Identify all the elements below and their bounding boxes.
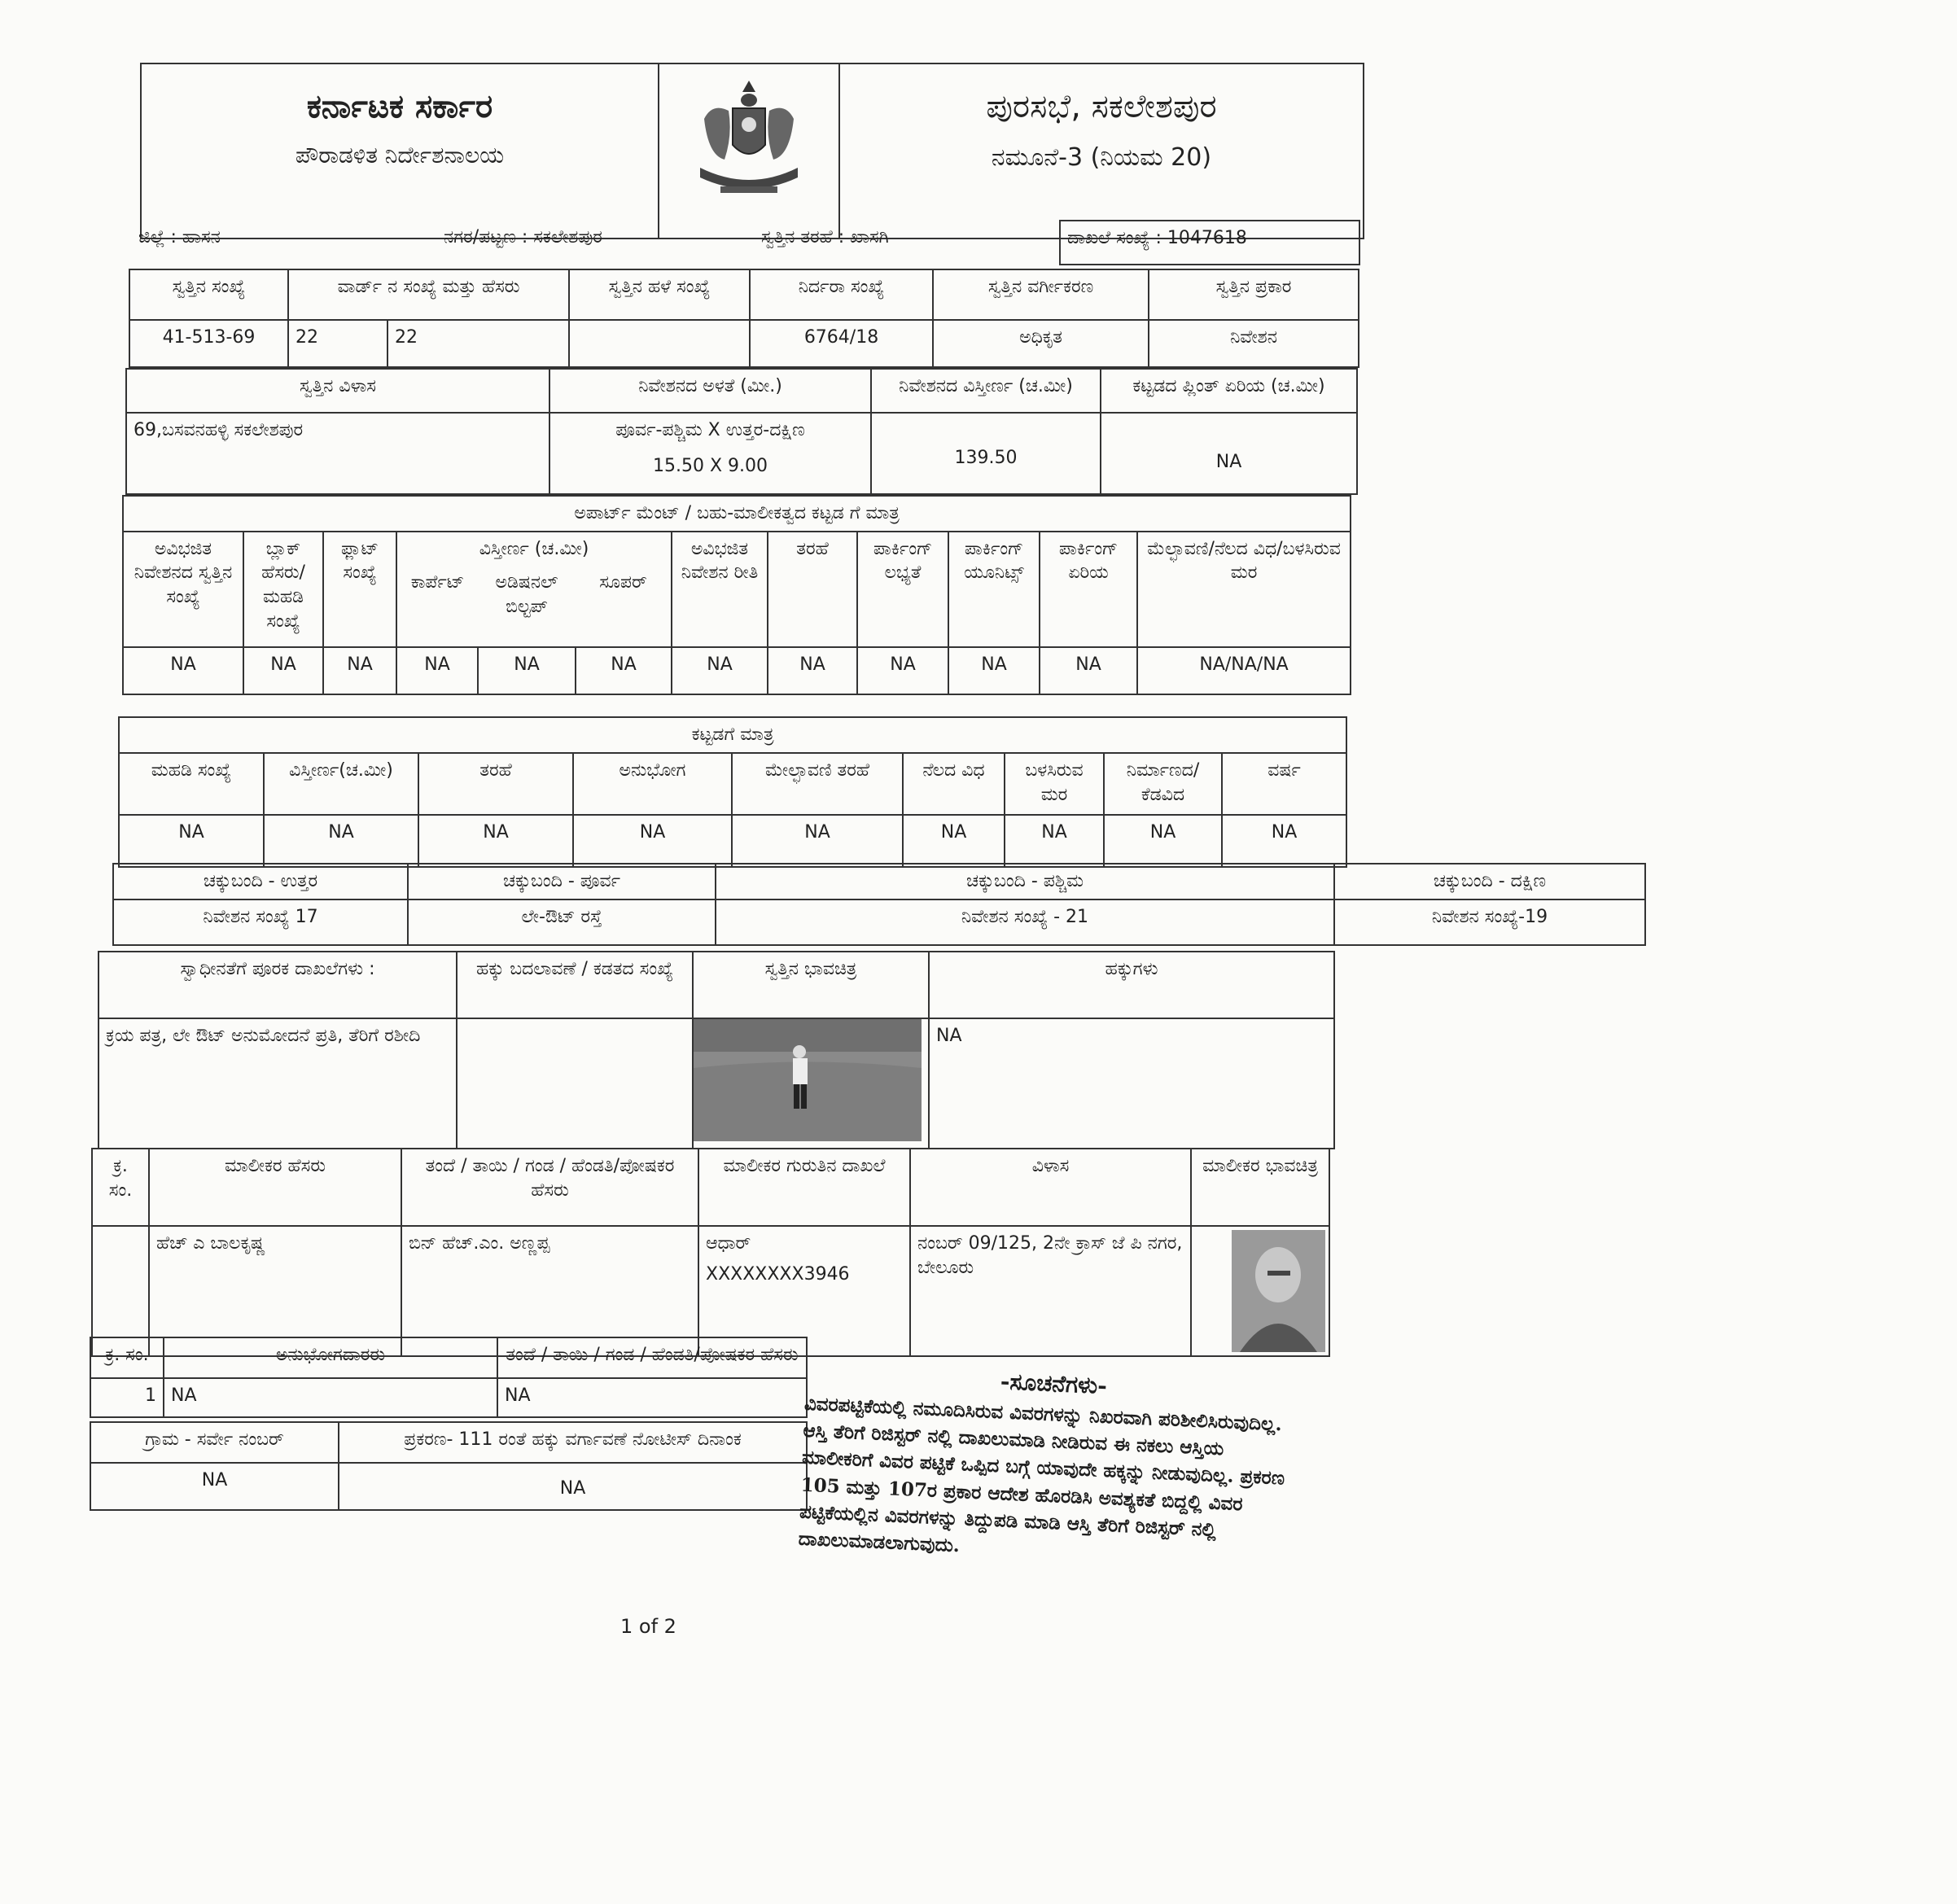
- old-property-number: [569, 320, 750, 367]
- building-value: NA: [903, 815, 1005, 867]
- page-number: 1 of 2: [620, 1615, 676, 1638]
- boundary-header-south: ಚಕ್ಕುಬಂದಿ - ದಕ್ಷಿಣ: [1334, 864, 1645, 899]
- boundary-header-east: ಚಕ್ಕುಬಂದಿ - ಪೂರ್ವ: [408, 864, 716, 899]
- property-header: ನಿರ್ದರಾ ಸಂಖ್ಯೆ: [750, 269, 933, 320]
- occupant-parent: NA: [497, 1378, 807, 1417]
- directorate-title: ಪೌರಾಡಳಿತ ನಿರ್ದೇಶನಾಲಯ: [295, 142, 505, 169]
- property-photo: [694, 1019, 922, 1141]
- occupants-header: ಅನುಭೋಗದಾರರು: [164, 1337, 497, 1378]
- property-table: [129, 269, 1359, 368]
- property-header: ಸ್ವತ್ತಿನ ಸಂಖ್ಯೆ: [129, 269, 288, 320]
- apartment-value: NA: [478, 647, 576, 694]
- area-value: 139.50: [871, 413, 1101, 494]
- notes-text: ವಿವರಪಟ್ಟಿಕೆಯಲ್ಲಿ ನಮೂದಿಸಿರುವ ವಿವರಗಳನ್ನು ನಿಖರವಾಗಿ ಪರಿಶೀಲಿಸಿರುವುದಿಲ್ಲ. ಆಸ್ತಿ ತೆರಿಗೆ ರಿಜಿಸ್ಟರ್ ನಲ್ಲಿ ದಾಖಲುಮಾಡಿ ನೀಡಿರುವ ಈ ನಕಲು ಆಸ್ತಿಯ ಮಾಲೀಕರಿಗೆ ವಿವರ ಪಟ್ಟಿಕೆ ಒಪ್ಪಿದ ಬಗ್ಗೆ ಯಾವುದೇ ಹಕ್ಕನ್ನು ನೀಡುವುದಿಲ್ಲ. ಪ್ರಕರಣ 105 ಮತ್ತು 107ರ ಪ್ರಕಾರ ಆದೇಶ ಹೊರಡಿಸಿ ಅವಶ್ಯಕತೆ ಬಿದ್ದಲ್ಲಿ ವಿವರ ಪಟ್ಟಿಕೆಯಲ್ಲಿನ ವಿವರಗಳನ್ನು ತಿದ್ದುಪಡಿ ಮಾಡಿ ಆಸ್ತಿ ತೆರಿಗೆ ರಿಜಿಸ್ಟರ್ ನಲ್ಲಿ ದಾಖಲುಮಾಡಲಾಗುವುದು.: [798, 1392, 1285, 1557]
- owners-header: ಮಾಲೀಕರ ಭಾವಚಿತ್ರ: [1191, 1149, 1329, 1226]
- apartment-header: ಫ್ಲಾಟ್ ಸಂಖ್ಯೆ: [323, 532, 396, 648]
- building-value: NA: [1222, 815, 1346, 867]
- apartment-header: ಸೂಪರ್: [599, 572, 647, 593]
- apartment-value: NA: [768, 647, 857, 694]
- entry-number: ದಾಖಲೆ ಸಂಖ್ಯೆ : 1047618: [1060, 221, 1359, 265]
- apartment-value: NA: [576, 647, 672, 694]
- owner-id-number: XXXXXXXX3946: [706, 1263, 850, 1285]
- boundary-south: ನಿವೇಶನ ಸಂಖ್ಯೆ-19: [1334, 899, 1645, 945]
- site-table: [125, 368, 1358, 495]
- documents-header: ಸ್ವಾಧೀನತೆಗೆ ಪೂರಕ ದಾಖಲೆಗಳು :: [99, 952, 457, 1018]
- building-value: NA: [264, 815, 418, 867]
- dimension-label: ನಿವೇಶನದ ಅಳತೆ (ಮೀ.): [549, 369, 871, 413]
- occupants-header: ತಂದೆ / ತಾಯಿ / ಗಂಡ / ಹೆಂಡತಿ/ಪೋಷಕರ ಹೆಸರು: [497, 1337, 807, 1378]
- owner-parent: ಬಿನ್ ಹೆಚ್.ಎಂ. ಅಣ್ಣಪ್ಪ: [401, 1226, 698, 1356]
- municipality-title: ಪುರಸಭೆ, ಸಕಲೇಶಪುರ: [986, 88, 1217, 125]
- owner-photo: [1232, 1230, 1325, 1352]
- assessment-number: 6764/18: [750, 320, 933, 367]
- address-value: 69,ಬಸವನಹಳ್ಳಿ ಸಕಲೇಶಪುರ: [126, 413, 549, 494]
- boundary-header-north: ಚಕ್ಕುಬಂದಿ - ಉತ್ತರ: [113, 864, 408, 899]
- notice-header: ಪ್ರಕರಣ- 111 ರಂತೆ ಹಕ್ಕು ವರ್ಗಾವಣೆ ನೋಟೀಸ್ ದಿನಾಂಕ: [339, 1422, 807, 1463]
- building-header: ನಿರ್ಮಾಣದ/ ಕೆಡವಿದ: [1104, 753, 1222, 815]
- occupants-table: [90, 1337, 808, 1418]
- building-title: ಕಟ್ಟಡಗೆ ಮಾತ್ರ: [119, 717, 1346, 753]
- building-value: NA: [573, 815, 732, 867]
- govt-title: ಕರ್ನಾಟಕ ಸರ್ಕಾರ: [306, 88, 493, 125]
- boundaries-table: [112, 863, 1957, 946]
- apartment-value: NA: [948, 647, 1040, 694]
- building-header: ಅನುಭೋಗ: [573, 753, 732, 815]
- building-header: ತರಹೆ: [418, 753, 573, 815]
- apartment-value: NA: [396, 647, 478, 694]
- owner-name: ಹೆಚ್ ಎ ಬಾಲಕೃಷ್ಣ: [149, 1226, 401, 1356]
- owners-header: ವಿಳಾಸ: [910, 1149, 1191, 1226]
- building-header: ಬಳಸಿರುವ ಮರ: [1005, 753, 1104, 815]
- emblem-cell: [659, 63, 839, 239]
- building-value: NA: [1104, 815, 1222, 867]
- property-number: 41-513-69: [129, 320, 288, 367]
- property-classification: ಅಧಿಕೃತ: [933, 320, 1149, 367]
- apartment-header: ಬ್ಲಾಕ್ ಹೆಸರು/ ಮಹಡಿ ಸಂಖ್ಯೆ: [243, 532, 323, 648]
- property-kind: ನಿವೇಶನ: [1149, 320, 1359, 367]
- area-label: ನಿವೇಶನದ ವಿಸ್ತೀರ್ಣ (ಚ.ಮೀ): [871, 369, 1101, 413]
- town: ನಗರ/ಪಟ್ಟಣ : ಸಕಲೇಶಪುರ: [444, 227, 602, 247]
- notice-value: NA: [339, 1463, 807, 1510]
- mutation-value: [457, 1018, 693, 1149]
- building-value: NA: [1005, 815, 1104, 867]
- state-emblem-icon: [688, 74, 810, 204]
- address-label: ಸ್ವತ್ತಿನ ವಿಳಾಸ: [126, 369, 549, 413]
- apartment-title: ಅಪಾರ್ಟ್ ಮೆಂಟ್ / ಬಹು-ಮಾಲೀಕತ್ವದ ಕಟ್ಟಡ ಗೆ ಮಾತ್ರ: [123, 496, 1351, 532]
- occupant-name: NA: [164, 1378, 497, 1417]
- apartment-header: ಪಾರ್ಕಿಂಗ್ ಲಭ್ಯತೆ: [857, 532, 948, 648]
- boundary-header-west: ಚಕ್ಕುಬಂದಿ - ಪಶ್ಚಿಮ: [716, 864, 1334, 899]
- info-row: [132, 220, 1360, 265]
- plinth-label: ಕಟ್ಟಡದ ಪ್ಲಿಂತ್ ಏರಿಯ (ಚ.ಮೀ): [1101, 369, 1357, 413]
- building-header: ನೆಲದ ವಿಧ: [903, 753, 1005, 815]
- building-header: ಮೇಲ್ಛಾವಣಿ ತರಹೆ: [732, 753, 903, 815]
- boundary-north: ನಿವೇಶನ ಸಂಖ್ಯೆ 17: [113, 899, 408, 945]
- dimension-sublabel: ಪೂರ್ವ-ಪಶ್ಚಿಮ X ಉತ್ತರ-ದಕ್ಷಿಣ: [615, 420, 805, 440]
- apartment-header: ಅವಿಭಜಿತ ನಿವೇಶನದ ಸ್ವತ್ತಿನ ಸಂಖ್ಯೆ: [123, 532, 243, 648]
- building-value: NA: [418, 815, 573, 867]
- apartment-value: NA: [672, 647, 768, 694]
- apartment-header: ಅವಿಭಜಿತ ನಿವೇಶನ ರೀತಿ: [672, 532, 768, 648]
- apartment-header: ಪಾರ್ಕಿಂಗ್ ಯೂನಿಟ್ಸ್: [948, 532, 1040, 648]
- property-photo-header: ಸ್ವತ್ತಿನ ಭಾವಚಿತ್ರ: [693, 952, 929, 1018]
- apartment-value: NA: [323, 647, 396, 694]
- occupants-header: ಕ್ರ. ಸಂ.: [90, 1337, 164, 1378]
- property-header: ಸ್ವತ್ತಿನ ವರ್ಗೀಕರಣ: [933, 269, 1149, 320]
- property-type: ಸ್ವತ್ತಿನ ತರಹೆ : ಖಾಸಗಿ: [761, 227, 889, 247]
- apartment-table: [122, 495, 1351, 695]
- apartment-value: NA: [1040, 647, 1137, 694]
- owner-id-type: ಆಧಾರ್: [706, 1233, 751, 1254]
- building-header: ವಿಸ್ತೀರ್ಣ(ಚ.ಮೀ): [264, 753, 418, 815]
- plinth-value: NA: [1101, 413, 1357, 494]
- apartment-header: ಪಾರ್ಕಿಂಗ್ ಏರಿಯ: [1040, 532, 1137, 648]
- building-value: NA: [119, 815, 264, 867]
- survey-value: NA: [90, 1463, 339, 1510]
- mutation-header: ಹಕ್ಕು ಬದಲಾವಣೆ / ಕಡತದ ಸಂಖ್ಯೆ: [457, 952, 693, 1018]
- district: ಜಿಲ್ಲೆ : ಹಾಸನ: [138, 227, 221, 247]
- notes-stamp: [798, 1357, 1302, 1574]
- occupant-serial: 1: [90, 1378, 164, 1417]
- apartment-header: ಅಡಿಷನಲ್ ಬಿಲ್ಟಪ್: [495, 572, 558, 618]
- owner-address: ನಂಬರ್ 09/125, 2ನೇ ಕ್ರಾಸ್ ಜೆ ಪಿ ನಗರ, ಬೇಲೂರು: [910, 1226, 1191, 1356]
- dimension-value: 15.50 X 9.00: [652, 455, 768, 476]
- survey-header: ಗ್ರಾಮ - ಸರ್ವೇ ನಂಬರ್: [90, 1422, 339, 1463]
- documents-value: ಕ್ರಯ ಪತ್ರ, ಲೇ ಔಟ್ ಅನುಮೋದನೆ ಪ್ರತಿ, ತೆರಿಗೆ ರಶೀದಿ: [99, 1018, 457, 1149]
- owners-header: ತಂದೆ / ತಾಯಿ / ಗಂಡ / ಹೆಂಡತಿ/ಪೋಷಕರ ಹೆಸರು: [401, 1149, 698, 1226]
- apartment-header: ಮೆಲ್ಛಾವಣಿ/ನೆಲದ ವಿಧ/ಬಳಸಿರುವ ಮರ: [1137, 532, 1351, 648]
- ward-name: 22: [387, 320, 569, 367]
- apartment-value: NA: [243, 647, 323, 694]
- survey-table: [90, 1421, 808, 1511]
- property-header: ವಾರ್ಡ್ ನ ಸಂಖ್ಯೆ ಮತ್ತು ಹೆಸರು: [288, 269, 569, 320]
- apartment-header: ತರಹೆ: [768, 532, 857, 648]
- owners-header: ಮಾಲೀಕರ ಹೆಸರು: [149, 1149, 401, 1226]
- property-header: ಸ್ವತ್ತಿನ ಹಳೆ ಸಂಖ್ಯೆ: [569, 269, 750, 320]
- apartment-value: NA: [857, 647, 948, 694]
- notes-title: -ಸೂಚನೆಗಳು-: [1000, 1368, 1108, 1399]
- building-header: ಮಹಡಿ ಸಂಖ್ಯೆ: [119, 753, 264, 815]
- rights-value: NA: [929, 1018, 1334, 1149]
- owners-header: ಕ್ರ. ಸಂ.: [92, 1149, 149, 1226]
- building-value: NA: [732, 815, 903, 867]
- owners-header: ಮಾಲೀಕರ ಗುರುತಿನ ದಾಖಲೆ: [698, 1149, 910, 1226]
- form-title: ನಮೂನೆ-3 (ನಿಯಮ 20): [991, 143, 1212, 172]
- boundary-west: ನಿವೇಶನ ಸಂಖ್ಯೆ - 21: [716, 899, 1334, 945]
- apartment-header: ಕಾರ್ಪೆಟ್: [410, 572, 465, 593]
- apartment-value: NA: [123, 647, 243, 694]
- property-header: ಸ್ವತ್ತಿನ ಪ್ರಕಾರ: [1149, 269, 1359, 320]
- boundary-east: ಲೇ-ಔಟ್ ರಸ್ತೆ: [408, 899, 716, 945]
- documents-table: [98, 951, 1335, 1149]
- building-table: [118, 716, 1347, 868]
- apartment-value: NA/NA/NA: [1137, 647, 1351, 694]
- owners-table: [91, 1148, 1330, 1357]
- ward-number: 22: [288, 320, 387, 367]
- area-group-header: ವಿಸ್ತೀರ್ಣ (ಚ.ಮೀ): [479, 538, 589, 559]
- building-header: ವರ್ಷ: [1222, 753, 1346, 815]
- rights-header: ಹಕ್ಕುಗಳು: [929, 952, 1334, 1018]
- header-table: [140, 63, 1364, 239]
